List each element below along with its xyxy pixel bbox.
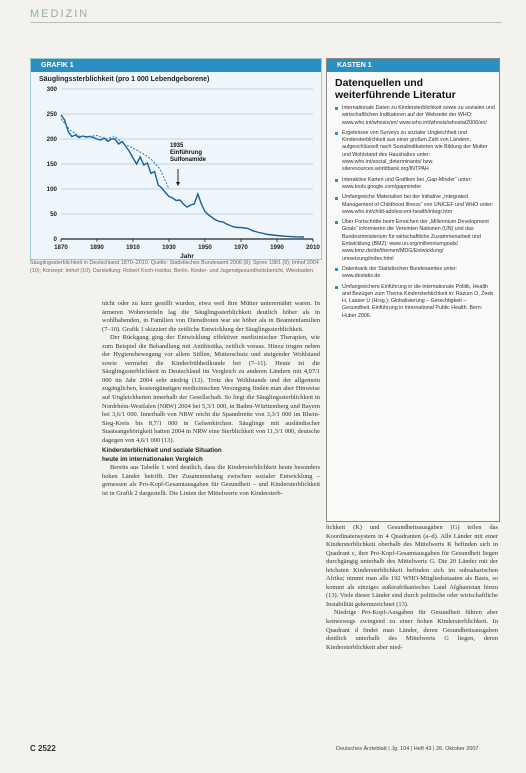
x-tick-label: 2010 [306, 244, 320, 251]
y-tick-label: 150 [46, 161, 57, 169]
chart-annotation [170, 143, 207, 186]
x-axis-label: Jahr [180, 253, 194, 259]
kasten-title: Datenquellen und weiterführende Literatur [335, 77, 456, 101]
x-tick-label: 1970 [234, 244, 248, 251]
y-tick-label: 300 [46, 86, 57, 94]
paragraph: lichkeit (K) und Gesundheitsausgaben (G) teilen das Koordinatensystem in 4 Quadranten (a–d). Alle Länder mit einer Kindersterblichkeit oberhalb des Mittelwerts K befinden sich in Quadrant c, ihre Pro-Kopf-Gesamtausgaben für Gesundheit liegen durchgängig unterhalb des Mittelwerts G. Die 20 Länder mit der höchsten Kindersterblichkeit befinden sich im subsaharischen Afrika; nimmt man alle 192 WHO-Mitgliedsstaaten als Basis, so kommt als einziges außerafrikanisches Land Afghanistan hinzu (13). Viele dieser Länder sind durch politische oder wirtschaftliche Instabilität gekennzeichnet (13). [326, 524, 498, 608]
paragraph: Der Rückgang ging der Entwicklung effektiver medizinischer Therapien, wie zum Beispiel die Behandlung mit Antibiotika, zeitlich voraus. Hinzu trugen neben der Hygienebewegung vor allem Stillen, Mutterschutz und steigender Wohlstand sowie vermehrt die Kinderfrühheilkunde bei (7–11). Heute ist die Säuglingssterblichkeit in Deutschland im Vergleich zu anderen Ländern mit 4,07/1 000 im Jahr 2004 sehr niedrig (12). Trotz des Wohlstands und der allgemein zugänglichen, kostengünstigen medizinischen Versorgung finden man aber Hinweise auf Ungleichheiten innerhalb der Gesellschaft. So liegt die Säuglingssterblichkeit in Nordrhein-Westfalen (NRW) 2004 bei 5,3/1 000, in Baden-Württemberg und Bayern bei 3,6/1 000. Innerhalb von NRW reicht die Spannbreite von 3,3/1 000 im Rhein-Sieg-Kreis bis 8,7/1 000 in Gelsenkirchen. Säuglinge mit ausländischer Staatsangehörigkeit hatten 2004 in NRW eine Sterblichkeit von 11,3/1 000, deutsche dagegen von 4,6/1 000 (13). [102, 334, 320, 444]
y-tick-label: 200 [46, 136, 57, 144]
chart-grid [61, 89, 313, 242]
section-heading: Kindersterblichkeit und soziale Situation [102, 447, 222, 455]
series-line-dashed [61, 119, 169, 189]
grafik-panel [30, 58, 322, 260]
x-tick-label: 1910 [126, 244, 140, 251]
x-tick-label: 1930 [162, 244, 176, 251]
annotation-arrowhead [176, 182, 180, 186]
x-tick-label: 1950 [198, 244, 212, 251]
y-tick-label: 100 [46, 186, 57, 194]
kasten-item: Interaktive Karten und Grafiken bei „Gap-Minder“ unter: www.tools.google.com/gapminder [335, 177, 495, 192]
chart-series [61, 115, 304, 237]
y-tick-label: 0 [53, 236, 57, 244]
grafik-tab: GRAFIK 1 [31, 59, 321, 72]
paragraph: Niedrige Pro-Kopf-Ausgaben für Gesundheit führen aber keineswegs zwingend zu einer hohen Kindersterblichkeit. In Quadrant d findet man Länder, deren Gesundheitsausgaben deutlich unterhalb des Mittelwerts G liegen, deren Kindersterblichkeit aber nied- [326, 609, 498, 651]
kasten-item: Umfangreiche Materialien bei der Initiative „Integrated Management of Childhood Illness“ von UNICEF und WHO unter: www.who.int/child-adolescent-health/integr.htm [335, 194, 495, 216]
kasten-panel [326, 58, 500, 522]
x-tick-label: 1890 [90, 244, 104, 251]
y-tick-label: 250 [46, 111, 57, 119]
text-column-left [102, 300, 320, 498]
journal-citation: Deutsches Ärzteblatt | Jg. 104 | Heft 43 | 26. Oktober 2007 [336, 746, 479, 752]
x-tick-label: 1990 [270, 244, 284, 251]
kasten-item: Datenbank der Statistischen Bundesamtes unter: www.destatis.de [335, 266, 495, 281]
annotation-text: Einführung [170, 150, 202, 156]
annotation-text: Sulfonamide [170, 157, 207, 163]
page-number: C 2522 [30, 744, 56, 753]
x-tick-labels [54, 244, 320, 251]
y-tick-labels [47, 86, 58, 243]
paragraph: nicht oder zu kurz gestillt wurden, etwa weil ihre Mütter unterernährt waren. In ärmeren Wohnvierteln lag die Säuglingssterblichkeit deutlich höher als in wohlhabenden, in Familien von Dienstboten war sie höher als in Beamtenfamilien (7–10). Grafik 1 skizziert die zeitliche Entwicklung der Säuglingssterblichkeit. [102, 300, 320, 333]
x-tick-label: 1870 [54, 244, 68, 251]
text-column-right [326, 524, 498, 652]
header-rule [30, 22, 502, 23]
section-subheading: heute im internationalen Vergleich [102, 455, 203, 463]
section-header: MEDIZIN [30, 8, 90, 20]
annotation-text: 1935 [170, 143, 184, 149]
grafik-caption: Säuglingssterblichkeit in Deutschland 1870–2010. Quelle: Statistisches Bundesamt 2006 (8); Spree 1981 (9); Imhof 2004 (10); Konzept: Imhof (10); Darstellung: Robert Koch-Institut, Berlin. Kinder- und Jugendgesundheitsbericht, Wiesbaden. [30, 260, 319, 274]
kasten-tab: KASTEN 1 [327, 59, 499, 72]
y-tick-label: 50 [50, 211, 57, 219]
chart-title: Säuglingssterblichkeit (pro 1 000 Lebendgeborene) [39, 76, 210, 83]
kasten-item: Umfangreichere Einführung in die internationale Politik, Health and Bezügen zum Thema Kindersterblichkeit in: Razum O, Zeeb H, Laaser U (Hrsg.): Globalisierung – Gerechtigkeit – Gesundheit. Einführung in International Public Health. Bern: Huber 2006. [335, 284, 495, 320]
infant-mortality-chart [31, 81, 321, 259]
kasten-item: Ergebnisse von Surveys zu sozialer Ungleichheit und Kindersterblichkeit aus einer großen Zahl von Ländern, aufgeschlüsselt nach Sozialindikatoren wie Bildung der Mutter und Wohlstand des Haushaltes unter: www.who.int/social_determinants/ bzw. siteresources.worldbank.org/INTPAH [335, 130, 495, 174]
kasten-item: Internationale Daten zu Kindersterblichkeit sowie zu sozialen und wirtschaftlichen Indikatoren auf der Webseite der WHO: www.who.int/whosis/en/ www.who.int/whosis/whostat2006/en/ [335, 105, 495, 127]
kasten-list [335, 105, 495, 323]
series-line [61, 115, 304, 237]
kasten-item: Über Fortschritte beim Erreichen der „Millennium Development Goals“ informieren die Vereinten Nationen (UN) und das Bundesministerium für wirtschaftliche Zusammenarbeit und Entwicklung (BMZ): www.un.org/millenniumgoals/ www.bmz.de/de/themen/MDG/Entwicklung/ umsetzung/index.html [335, 219, 495, 263]
paragraph: Bereits aus Tabelle 1 wird deutlich, dass die Kindersterblichkeit heute besonders hohen Länder betrifft. Der Zusammenhang zwischen sozialer Entwicklung – gemessen als Pro-Kopf-Gesamtausgaben für Gesundheit – und Kindersterblichkeit ist in Grafik 2 dargestellt. Die Linien der Mittelwerte von Kindersterb- [102, 464, 320, 497]
